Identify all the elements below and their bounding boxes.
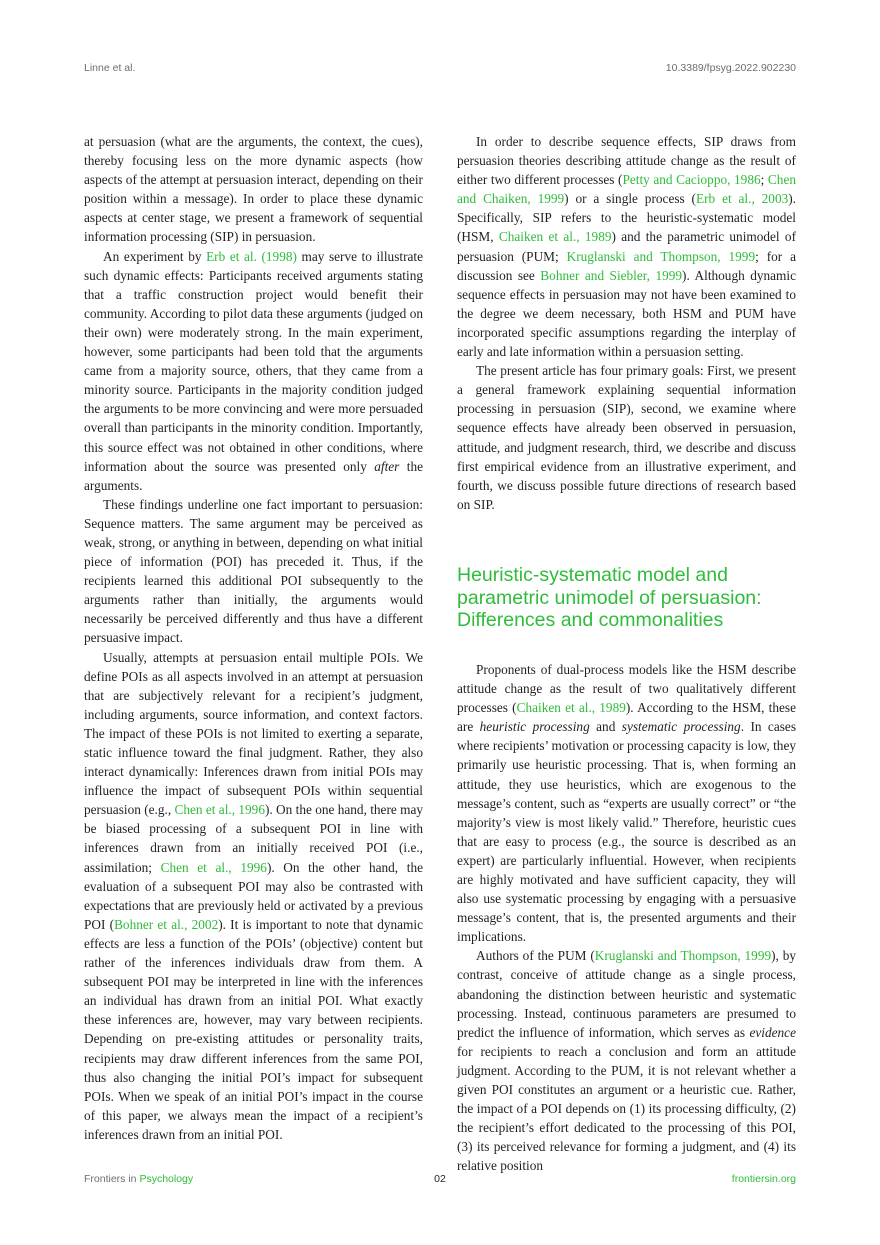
- paragraph: In order to describe sequence effects, SIP draws from persuasion theories describing attitude change as the result of either two different processes (Petty and Cacioppo, 1986; Chen and Chaiken, 1999) or a single process (Erb et al., 2003). Specifically, SIP refers to the heuristic-systematic model (HSM, Chaiken et al., 1989) and the parametric unimodel of persuasion (PUM; Kruglanski and Thompson, 1999; for a discussion see Bohner and Siebler, 1999). Although dynamic sequence effects in persuasion may not have been examined to the degree we deem necessary, both HSM and PUM have incorporated specific assumptions regarding the interplay of early and late information within a persuasion setting.: [457, 134, 797, 360]
- paragraph: Proponents of dual-process models like the HSM describe attitude change as the result of two qualitatively different processes (Chaiken et al., 1989). According to the HSM, these are heuristic processing and systematic processing. In cases where recipients’ motivation or processing capacity is low, they primarily use heuristic processing. That is, when forming an attitude, they use heuristics, which are exogenous to the message’s content, such as “experts are usually correct” or “the majority’s view is most likely valid.” Therefore, heuristic cues that are easy to process (e.g., the source is described as an expert) are particularly influential. However, when recipients are highly motivated and have sufficient capacity, they will also use systematic processing by engaging with a persuasive message’s content, that is, the presented arguments and their implications.: [457, 661, 796, 945]
- paragraph: Usually, attempts at persuasion entail multiple POIs. We define POIs as all aspects involved in an attempt at persuasion that are subjectively relevant for a recipient’s judgment, including arguments, source information, and context factors. The impact of these POIs is not limited to exerting a separate, static influence toward the final judgment. Rather, they also interact dynamically: Inferences drawn from initial POIs may influence the impact of subsequent POIs within sequential persuasion (e.g., Chen et al., 1996). On the one hand, there may be biased processing of a subsequent POI in line with inferences drawn from an initially received POI (i.e., assimilation; Chen et al., 1996). On the other hand, the evaluation of a subsequent POI may also be contrasted with expectations that are previously held or activated by a previous POI (Bohner et al., 2002). It is important to note that dynamic effects are less a function of the POIs’ (objective) content but rather of the inferences individuals draw from them. A subsequent POI may be interpreted in line with the inferences an individual has drawn from an initial POI. What exactly these inferences are, however, may vary between recipients. Depending on pre-existing attitudes or personality traits, recipients may draw different inferences from the same POI, thus also changing the initial POI’s impact for subsequent POIs. When we speak of an initial POI’s impact in the course of this paper, we always mean the impact of a recipient’s inferences drawn from an initial POI.: [84, 649, 424, 1142]
- header-authors: Linne et al.: [84, 62, 136, 74]
- page-number: 02: [434, 1173, 446, 1185]
- citation-link[interactable]: Chen et al., 1996: [174, 802, 265, 818]
- citation-link[interactable]: Kruglanski and Thompson, 1999: [566, 248, 756, 264]
- left-column: [84, 132, 423, 1144]
- footer-site-link[interactable]: frontiersin.org: [731, 1173, 796, 1185]
- paragraph: at persuasion (what are the arguments, the context, the cues), thereby focusing less on the more dynamic aspects (how aspects of the attempt at persuasion interact, depending on their position within a message). In order to place these dynamic aspects at center stage, we present a framework of sequential information processing (SIP) in persuasion.: [84, 134, 423, 245]
- citation-link[interactable]: Petty and Cacioppo, 1986: [622, 172, 761, 188]
- running-footer: [84, 1173, 796, 1185]
- header-doi: 10.3389/fpsyg.2022.902230: [665, 62, 796, 74]
- citation-link[interactable]: Chen and Chaiken, 1999: [457, 172, 796, 207]
- citation-link[interactable]: Chen et al., 1996: [160, 859, 267, 875]
- paragraph: The present article has four primary goals: First, we present a general framework explaining sequential information processing in persuasion (SIP), second, we examine where sequence effects have already been observed in persuasion, attitude, and judgment research, third, we describe and discuss first empirical evidence from an illustrative experiment, and fourth, we discuss possible future directions of research based on SIP.: [457, 363, 796, 512]
- citation-link[interactable]: Chaiken et al., 1989: [498, 229, 612, 245]
- citation-link[interactable]: Bohner et al., 2002: [114, 916, 219, 932]
- paragraph: Authors of the PUM (Kruglanski and Thompson, 1999), by contrast, conceive of attitude change as a single process, abandoning the distinction between heuristic and systematic processing. Instead, continuous parameters are presumed to predict the influence of information, which serves as evidence for recipients to reach a conclusion and form an attitude judgment. According to the PUM, it is not relevant whether a given POI constitutes an argument or a heuristic cue. Rather, the impact of a POI depends on (1) its processing difficulty, (2) the recipient’s effort dedicated to the processing of this POI, (3) its perceived relevance for forming a judgment, and (4) its relative position: [457, 948, 797, 1174]
- citation-link[interactable]: Kruglanski and Thompson, 1999: [594, 948, 772, 964]
- citation-link[interactable]: Chaiken et al., 1989: [516, 700, 626, 716]
- citation-link[interactable]: Erb et al., 2003: [696, 191, 789, 207]
- section-heading: Heuristic-systematic model and parametric unimodel of persuasion: Differences and commonalities: [457, 563, 762, 632]
- paragraph: These findings underline one fact important to persuasion: Sequence matters. The same argument may be perceived as weak, strong, or anything in between, depending on what initial piece of information (POI) has preceded it. Thus, if the recipients learned this additional POI subsequently to the arguments rather than initially, the arguments would necessarily be perceived differently and thus have a different persuasive impact.: [84, 496, 423, 646]
- citation-link[interactable]: Bohner and Siebler, 1999: [540, 267, 683, 283]
- running-header: [84, 62, 796, 74]
- footer-journal[interactable]: Frontiers in Psychology: [84, 1173, 194, 1185]
- right-column: [457, 132, 796, 1176]
- paragraph: An experiment by Erb et al. (1998) may serve to illustrate such dynamic effects: Participants received arguments stating that a traffic construction project would benefit their community. According to pilot data these arguments (judged on their own) were moderately strong. In the main experiment, however, some participants had been told that the arguments came from a majority source, others, that they came from a minority source. Participants in the majority condition judged the arguments to be more convincing and were more persuaded overall than participants in the minority condition. Importantly, this source effect was not obtained in other conditions, where information about the source was presented only after the arguments.: [84, 248, 423, 493]
- citation-link[interactable]: Erb et al. (1998): [206, 248, 297, 264]
